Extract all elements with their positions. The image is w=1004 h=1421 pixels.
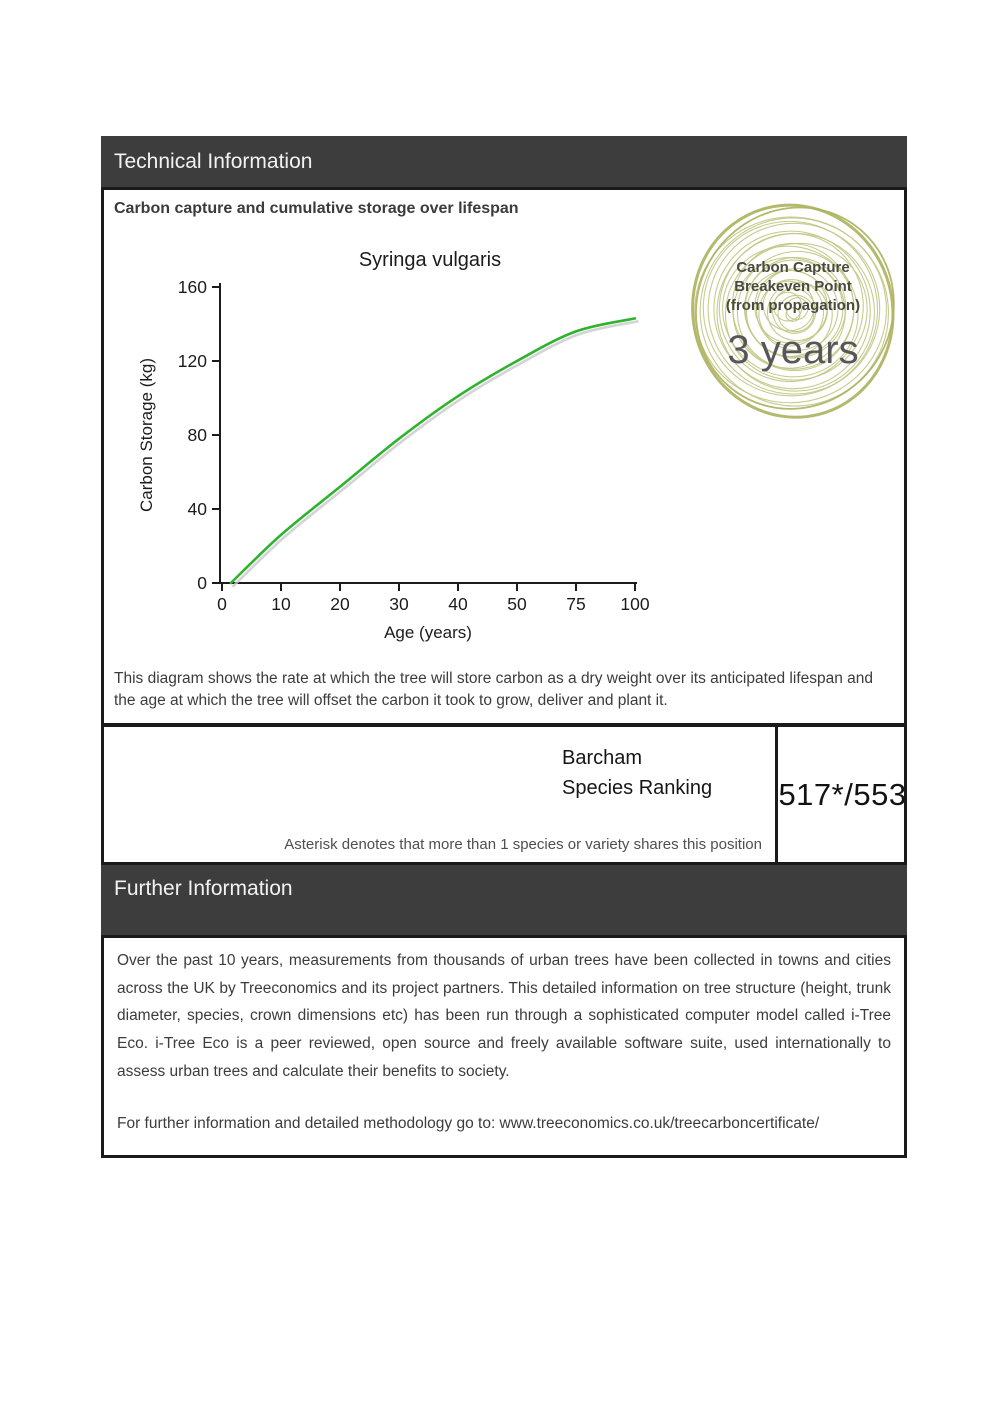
svg-text:0: 0 xyxy=(197,573,207,593)
chart-xlabel: Age (years) xyxy=(384,623,472,642)
chart-section-heading: Carbon capture and cumulative storage over lifespan xyxy=(114,200,519,217)
further-information-paragraph: Over the past 10 years, measurements from thousands of urban trees have been collected in towns and cities across the UK by Treeconomics and its project partners. This detailed information on tree structure (height, trunk diameter, species, crown dimensions etc) has been run through a sophisticated computer model called i-Tree Eco. i-Tree Eco is a peer reviewed, open source and freely available software suite, used internationally to assess urban trees and calculate their benefits to society. xyxy=(117,952,891,1080)
species-ranking-section xyxy=(101,727,907,865)
ranking-value-cell xyxy=(775,727,907,862)
svg-text:100: 100 xyxy=(620,594,650,614)
further-information-link-line: For further information and detailed methodology go to: www.treeconomics.co.uk/treecarboncertificate/ xyxy=(117,1114,820,1132)
further-information-header xyxy=(101,865,907,935)
badge-line-3: (from propagation) xyxy=(725,297,861,315)
chart-axes xyxy=(218,283,637,583)
badge-line-1: Carbon Capture xyxy=(736,259,850,276)
ranking-value: 517*/553 xyxy=(778,776,907,812)
carbon-storage-chart xyxy=(130,238,690,658)
svg-text:20: 20 xyxy=(330,594,350,614)
storage-curve xyxy=(231,318,635,583)
svg-text:40: 40 xyxy=(448,594,468,614)
chart-description: This diagram shows the rate at which the tree will store carbon as a dry weight over its anticipated lifespan and the age at which the tree will offset the carbon it took to grow, deliver and plant it. xyxy=(114,670,874,710)
further-information-title: Further Information xyxy=(114,877,293,900)
svg-text:50: 50 xyxy=(507,594,527,614)
svg-text:80: 80 xyxy=(187,425,207,445)
svg-text:120: 120 xyxy=(177,351,207,371)
badge-line-2: Breakeven Point xyxy=(734,278,852,296)
breakeven-badge xyxy=(678,258,908,373)
ranking-label-line1: Barcham xyxy=(562,747,643,769)
chart-title: Syringa vulgaris xyxy=(358,249,502,271)
technical-information-header xyxy=(101,136,907,187)
further-information-panel xyxy=(101,935,907,1158)
ranking-asterisk-note: Asterisk denotes that more than 1 species or variety shares this position xyxy=(284,836,762,853)
ranking-label xyxy=(562,743,712,803)
svg-text:30: 30 xyxy=(389,594,409,614)
svg-text:40: 40 xyxy=(187,499,207,519)
ranking-label-line2: Species Ranking xyxy=(562,777,713,799)
svg-text:10: 10 xyxy=(271,594,291,614)
svg-text:75: 75 xyxy=(566,594,586,614)
chart-ylabel: Carbon Storage (kg) xyxy=(137,357,156,513)
breakeven-value: 3 years xyxy=(727,327,859,372)
svg-text:0: 0 xyxy=(217,594,227,614)
technical-information-title: Technical Information xyxy=(114,150,313,173)
svg-text:160: 160 xyxy=(177,277,207,297)
